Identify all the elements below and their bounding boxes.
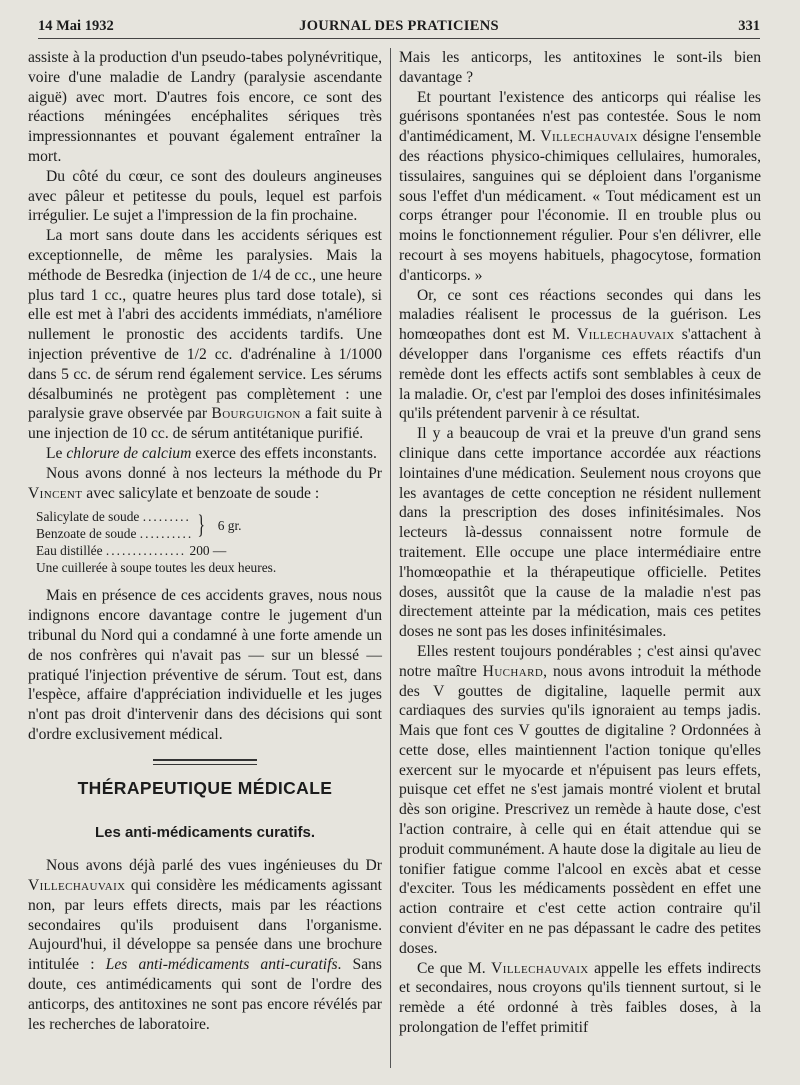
formula-quantity: 6 gr. — [217, 517, 242, 533]
prescription-formula — [36, 508, 382, 576]
paragraph: Ce que M. Villechauvaix appelle les effets indirects et secondaires, nous croyons qu'ils tiennent surtout, si le remède a été ordonné à très faibles doses, à la prolongation de l'effet primitif — [399, 959, 761, 1037]
paragraph: assiste à la production d'un pseudo-tabes polynévritique, voire d'une maladie de Landry (paralysie ascendante aiguë) avec mort. D'autres fois encore, ce sont des réactions méningées encéphalites sériques très impressionnantes et pouvant également entraîner la mort. — [28, 49, 382, 165]
paragraph: Mais en présence de ces accidents graves, nous nous indignons encore davantage contre le jugement d'un tribunal du Nord qui a condamné à une forte amende un de nos confrères qui n'avait pas — sur un blessé — pratiqué l'injection préventive de sérum. Tout est, dans l'espèce, affaire d'appréciation individuelle et les juges n'ont pas droit d'intervenir dans des décisions qui sont d'ordre exclusivement médical. — [28, 587, 382, 743]
separator-rule — [153, 759, 257, 765]
author-name: Bourguignon — [211, 405, 301, 423]
author-name: Villechauvaix — [540, 128, 638, 146]
journal-title: JOURNAL DES PRATICIENS — [299, 18, 499, 34]
author-name: Vincent — [28, 484, 83, 502]
emphasis: chlorure de calcium — [66, 444, 192, 462]
author-name: Huchard — [482, 662, 544, 680]
right-column — [399, 48, 761, 1038]
brace: } — [197, 510, 206, 540]
formula-note: Une cuillerée à soupe toutes les deux heures. — [36, 560, 277, 576]
column-divider — [390, 48, 391, 1068]
formula-quantity: 200 — — [189, 543, 227, 559]
paragraph: Mais les anticorps, les antitoxines le sont-ils bien davantage ? — [399, 49, 761, 86]
brochure-title: Les anti-médicaments anti-curatifs — [105, 956, 338, 974]
left-column — [28, 48, 382, 1034]
section-title: THÉRAPEUTIQUE MÉDICALE — [77, 777, 333, 798]
paragraph: Nous avons donné à nos lecteurs la méthode du Pr Vincent avec salicylate et benzoate de soude : — [28, 464, 382, 502]
paragraph: Il y a beaucoup de vrai et la preuve d'un grand sens clinique dans cette importance accordée aux réactions lointaines d'une médication. Seulement nous croyons que les avantages de cette conception ne résident nullement dans la prescription des doses infinitésimales. Nos lecteurs là-dessus connaissent notre formule de traitement. Elle occupe une place intermédiaire entre l'homœopathie et la thérapeutique officielle. Petites doses, aussitôt que la cause de la maladie n'est pas directement atteinte par la médication, mais ces petites doses ne sont pas les doses infinitésimales. — [399, 425, 761, 641]
author-name: Villechauvaix — [577, 326, 675, 344]
paragraph: Et pourtant l'existence des anticorps qui réalise les guérisons spontanées n'est pas contestée. Sous le nom d'antimédicament, M. Villechauvaix désigne l'ensemble des réactions physico-chimiques cellulaires, humorales, tissulaires, sanguines qui se déploient dans l'organisme sous l'effet d'un médicament. « Tout médicament est un corps étranger pour l'économie. Il en trouble plus ou moins le fonctionnement régulier. Pour s'en délivrer, elle recourt à ses moyens habituels, phagocytose, formation d'anticorps. » — [399, 88, 761, 284]
paragraph: Or, ce sont ces réactions secondes qui dans les maladies réalisent le processus de la guérison. Les homœopathes dont est M. Villechauvaix s'attachent à développer dans l'organisme ces effets réactifs d'un remède dont les effects actifs sont semblables à ceux de la maladie. Or, c'est par l'emploi des doses infinitésimales qu'ils prétendent parvenir à ce résultat. — [399, 286, 762, 423]
formula-item: Benzoate de soude .......... — [36, 526, 194, 542]
author-name: Villechauvaix — [28, 877, 126, 895]
paragraph: La mort sans doute dans les accidents sériques est exceptionnelle, de même les paralysies. Mais la méthode de Besredka (injection de 1/4 de cc., une heure plus tard 1 cc., quatre heures plus tard dose totale), si elle est met à l'abri des accidents immédiats, n'améliore nullement le pronostic des accidents tardifs. Une injection préventive de 1/2 cc. d'adrénaline à 1/1000 dans 5 cc. de sérum rend également service. Les sérums désalbuminés ne protègent pas complètement : une paralysie grave observée par Bourguignon a fait suite à une injection de 10 cc. de sérum antitétanique purifié. — [28, 227, 382, 443]
paragraph: Du côté du cœur, ce sont des douleurs angineuses avec pâleur et petitesse du pouls, lequel est parfois irrégulier. Le sujet a l'impression de la fin prochaine. — [28, 167, 382, 225]
formula-item: Eau distillée ............... 200 — — [36, 543, 227, 559]
paragraph: Elles restent toujours pondérables ; c'est ainsi qu'avec notre maître Huchard, nous avons introduit la méthode des V gouttes de digitaline, laquelle permit aux cardiaques des survies qu'ils ignoraient au temps jadis. Mais que font ces V gouttes de digitaline ? Ordonnées à cette dose, elles maintiennent l'action tonique qu'elles exercent sur le myocarde et n'épuisent pas leurs effets, puisque cet effet ne s'est jamais montré violent et brutal dès son origine. Prescrivez un remède à haute dose, c'est l'action contraire, à celle qui en était attendue qui se produit communément. A haute dose la digitale au lieu de tonifier fatigue comme l'alcool en excès abat et cesse d'exciter. Tous les médicaments possèdent en effet une action contraire et c'est cette action contraire qu'il convient d'éviter en ne pas dépassant le cadre des petites doses. — [399, 642, 762, 957]
formula-item: Salicylate de soude ......... — [36, 509, 191, 525]
page-number: 331 — [738, 18, 760, 34]
article-title: Les anti-médicaments curatifs. — [94, 823, 316, 841]
running-header — [38, 16, 760, 39]
paragraph: Le chlorure de calcium exerce des effets inconstants. — [46, 444, 377, 462]
issue-date: 14 Mai 1932 — [38, 18, 114, 34]
author-name: Villechauvaix — [491, 959, 589, 977]
paragraph: Nous avons déjà parlé des vues ingénieuses du Dr Villechauvaix qui considère les médicaments agissant non, par leurs effets directs, mais par les réactions secondaires qu'ils produisent dans l'organisme. Aujourd'hui, il développe sa pensée dans une brochure intitulée : Les anti-médicaments anti-curatifs. Sans doute, ces antimédicaments qui sont de l'ordre des anticorps, des antitoxines ne sont pas encore révélés par les recherches de laboratoire. — [28, 857, 383, 1033]
